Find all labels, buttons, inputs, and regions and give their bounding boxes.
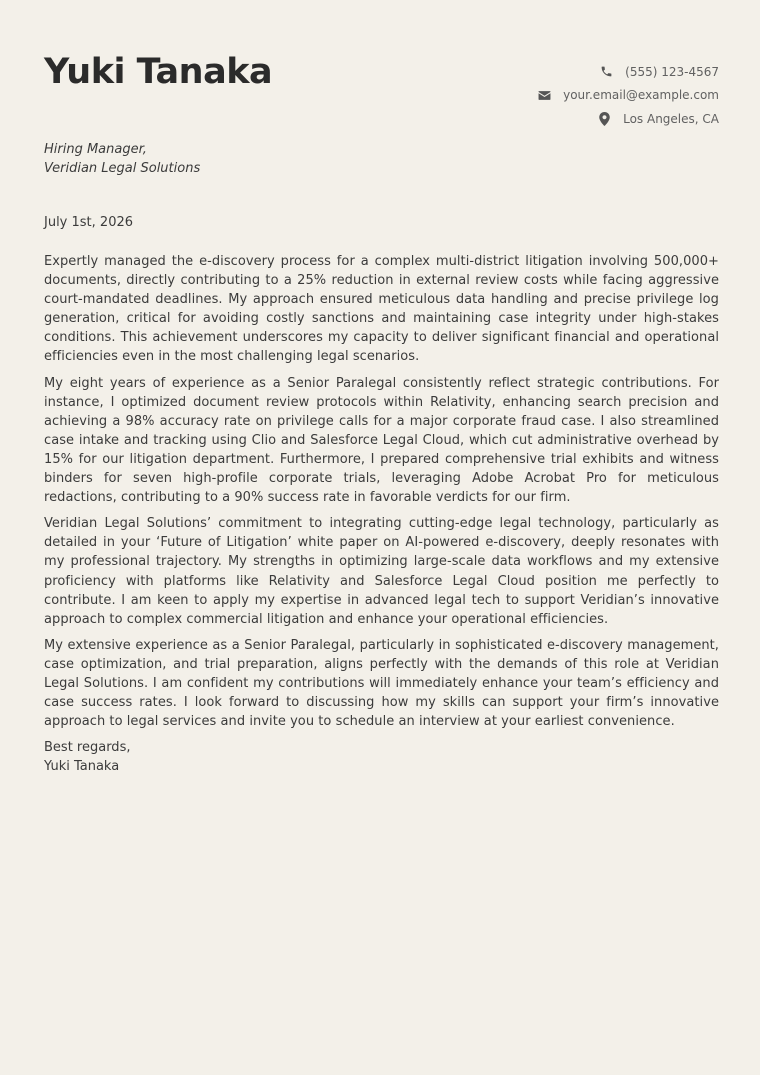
location-text: Los Angeles, CA (623, 111, 719, 126)
recipient-company: Veridian Legal Solutions (44, 161, 201, 176)
applicant-name: Yuki Tanaka (44, 52, 273, 92)
letter-date: July 1st, 2026 (44, 215, 134, 230)
contact-location (537, 107, 719, 131)
body-paragraph-3: Veridian Legal Solutions’ commitment to integrating cutting-edge legal technology, particularly as detailed in your ‘Future of Litigation’ white paper on AI-powered e-discovery, deeply resonates with my professional trajectory. My strengths in optimizing large-scale data workflows and my extensive proficiency with platforms like Relativity and Salesforce Legal Cloud position me perfectly to contribute. I am keen to apply my expertise in advanced legal tech to support Veridian’s innovative approach to complex commercial litigation and enhance your operational efficiencies. (44, 516, 719, 627)
recipient-title: Hiring Manager, (44, 142, 147, 157)
closing-salutation: Best regards, (44, 740, 131, 756)
envelope-icon (537, 88, 551, 102)
map-pin-icon (597, 112, 611, 126)
closing-block (44, 738, 719, 776)
phone-icon (599, 65, 613, 79)
contact-info (537, 60, 719, 131)
body-paragraph-4: My extensive experience as a Senior Paralegal, particularly in sophisticated e-discovery management, case optimization, and trial preparation, aligns perfectly with the demands of this role at Veridian Legal Solutions. I am confident my contributions will immediately enhance your team’s efficiency and case success rates. I look forward to discussing how my skills can support your firm’s innovative approach to legal services and invite you to schedule an interview at your earliest convenience. (44, 637, 719, 730)
body-paragraph-1: Expertly managed the e-discovery process for a complex multi-district litigation involving 500,000+ documents, directly contributing to a 25% reduction in external review costs while facing aggressive court-mandated deadlines. My approach ensured meticulous data handling and precise privilege log generation, critical for avoiding costly sanctions and maintaining case integrity under high-stakes conditions. This achievement underscores my capacity to deliver significant financial and operational efficiencies even in the most challenging legal scenarios. (44, 254, 719, 365)
contact-email (537, 84, 719, 108)
body-paragraph-2: My eight years of experience as a Senior Paralegal consistently reflect strategic contributions. For instance, I optimized document review protocols within Relativity, enhancing search precision and achieving a 98% accuracy rate on privilege calls for a major corporate fraud case. I also streamlined case intake and tracking using Clio and Salesforce Legal Cloud, which cut administrative overhead by 15% for our litigation department. Furthermore, I prepared comprehensive trial exhibits and witness binders for seven high-profile corporate trials, leveraging Adobe Acrobat Pro for meticulous redactions, contributing to a 90% success rate in favorable verdicts for our firm. (44, 375, 719, 506)
signature-name: Yuki Tanaka (44, 759, 120, 775)
phone-number[interactable]: (555) 123-4567 (625, 64, 719, 79)
email-address[interactable]: your.email@example.com (563, 88, 719, 103)
letter-header (44, 0, 719, 140)
recipient-block (44, 140, 719, 178)
letter-body (44, 252, 719, 731)
contact-phone (537, 60, 719, 84)
